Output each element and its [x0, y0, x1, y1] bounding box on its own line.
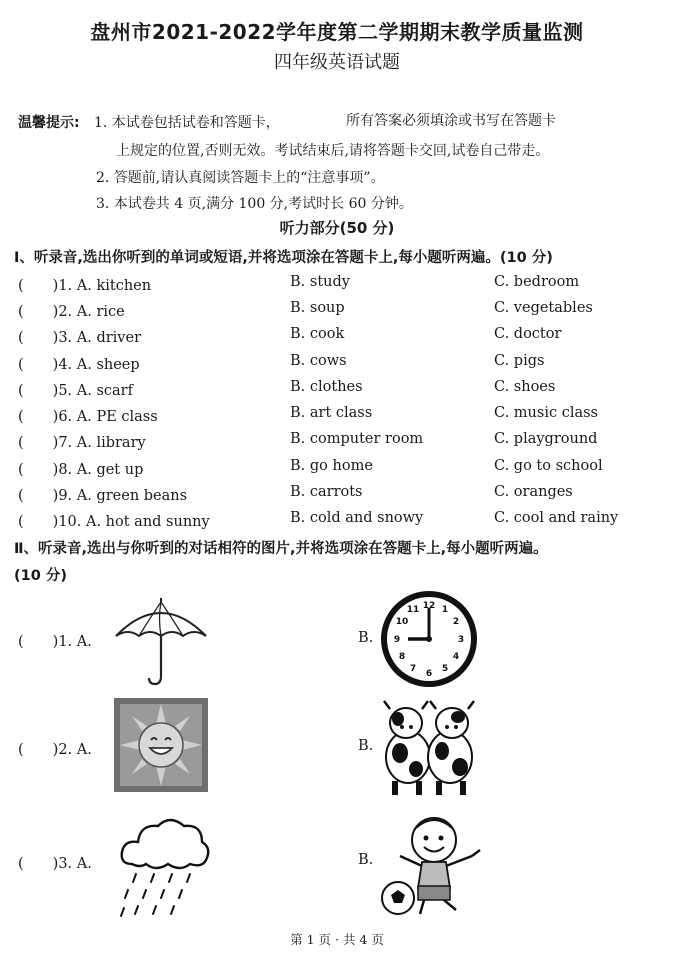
notes-line3: 3. 本试卷共 4 页,满分 100 分,考试时长 60 分钟。 — [96, 196, 413, 212]
notes-line1b: 所有答案必须填涂或书写在答题卡 — [346, 113, 556, 129]
option-c: C. bedroom — [494, 274, 580, 290]
question-number-option-a: ( )10. A. hot and sunny — [18, 514, 210, 530]
svg-text:7: 7 — [409, 664, 417, 674]
item1-label-a: ( )1. A. — [18, 634, 92, 650]
question-number-option-a: ( )8. A. get up — [18, 462, 144, 478]
svg-text:12: 12 — [422, 601, 436, 611]
boy-football-icon — [376, 810, 484, 920]
question-number-option-a: ( )4. A. sheep — [18, 357, 140, 373]
option-b: B. clothes — [290, 379, 363, 395]
section2-instruction-points: (10 分) — [14, 568, 67, 584]
option-b: B. cows — [290, 353, 347, 369]
section1-instruction: Ⅰ、听录音,选出你听到的单词或短语,并将选项涂在答题卡上,每小题听两遍。(10 分) — [14, 250, 553, 266]
question-number-option-a: ( )6. A. PE class — [18, 409, 158, 425]
svg-text:2: 2 — [452, 617, 460, 627]
exam-title: 盘州市2021-2022学年度第二学期期末教学质量监测 — [90, 20, 584, 44]
umbrella-icon — [112, 596, 210, 688]
notes-line1c: 上规定的位置,否则无效。考试结束后,请将答题卡交回,试卷自己带走。 — [116, 143, 550, 159]
notes-line2: 2. 答题前,请认真阅读答题卡上的“注意事项”。 — [96, 170, 385, 186]
sun-icon — [114, 698, 208, 792]
svg-text:11: 11 — [406, 605, 420, 615]
question-row — [18, 510, 658, 534]
option-c: C. go to school — [494, 458, 603, 474]
exam-subtitle: 四年级英语试题 — [274, 52, 400, 73]
option-b: B. study — [290, 274, 350, 290]
item3-label-b: B. — [358, 852, 374, 868]
option-b: B. cook — [290, 326, 345, 342]
option-c: C. doctor — [494, 326, 562, 342]
cows-icon — [380, 695, 478, 797]
question-number-option-a: ( )3. A. driver — [18, 330, 142, 346]
svg-text:3: 3 — [457, 635, 465, 645]
section2-instruction: Ⅱ、听录音,选出与你听到的对话相符的图片,并将选项涂在答题卡上,每小题听两遍。 — [14, 541, 548, 557]
clock-icon — [378, 588, 480, 690]
question-row — [18, 379, 658, 403]
question-row — [18, 484, 658, 508]
item2-label-a: ( )2. A. — [18, 742, 92, 758]
question-number-option-a: ( )1. A. kitchen — [18, 278, 152, 294]
question-number-option-a: ( )5. A. scarf — [18, 383, 133, 399]
svg-text:5: 5 — [441, 664, 449, 674]
svg-text:6: 6 — [425, 669, 433, 679]
question-row — [18, 326, 658, 350]
question-row — [18, 458, 658, 482]
listening-heading: 听力部分(50 分) — [279, 219, 395, 237]
svg-text:10: 10 — [395, 617, 409, 627]
page-footer: 第 1 页 · 共 4 页 — [290, 932, 384, 947]
option-b: B. computer room — [290, 431, 424, 447]
svg-text:8: 8 — [398, 652, 406, 662]
item3-label-a: ( )3. A. — [18, 856, 92, 872]
item1-label-b: B. — [358, 630, 374, 646]
question-row — [18, 405, 658, 429]
question-row — [18, 353, 658, 377]
option-b: B. go home — [290, 458, 373, 474]
question-row — [18, 300, 658, 324]
svg-text:1: 1 — [441, 605, 449, 615]
option-b: B. cold and snowy — [290, 510, 424, 526]
option-c: C. music class — [494, 405, 598, 421]
item2-label-b: B. — [358, 738, 374, 754]
svg-text:4: 4 — [452, 652, 460, 662]
option-c: C. cool and rainy — [494, 510, 619, 526]
option-c: C. shoes — [494, 379, 556, 395]
option-c: C. vegetables — [494, 300, 593, 316]
notes-line1a: 1. 本试卷包括试卷和答题卡， — [94, 115, 280, 131]
question-row — [18, 274, 658, 298]
option-b: B. art class — [290, 405, 373, 421]
option-c: C. pigs — [494, 353, 545, 369]
option-c: C. playground — [494, 431, 598, 447]
notes-label: 温馨提示: — [18, 115, 80, 131]
question-row — [18, 431, 658, 455]
option-c: C. oranges — [494, 484, 573, 500]
question-number-option-a: ( )9. A. green beans — [18, 488, 188, 504]
option-b: B. soup — [290, 300, 345, 316]
option-b: B. carrots — [290, 484, 363, 500]
svg-text:9: 9 — [393, 635, 401, 645]
question-number-option-a: ( )7. A. library — [18, 435, 146, 451]
question-number-option-a: ( )2. A. rice — [18, 304, 125, 320]
rain-cloud-icon — [116, 812, 214, 920]
